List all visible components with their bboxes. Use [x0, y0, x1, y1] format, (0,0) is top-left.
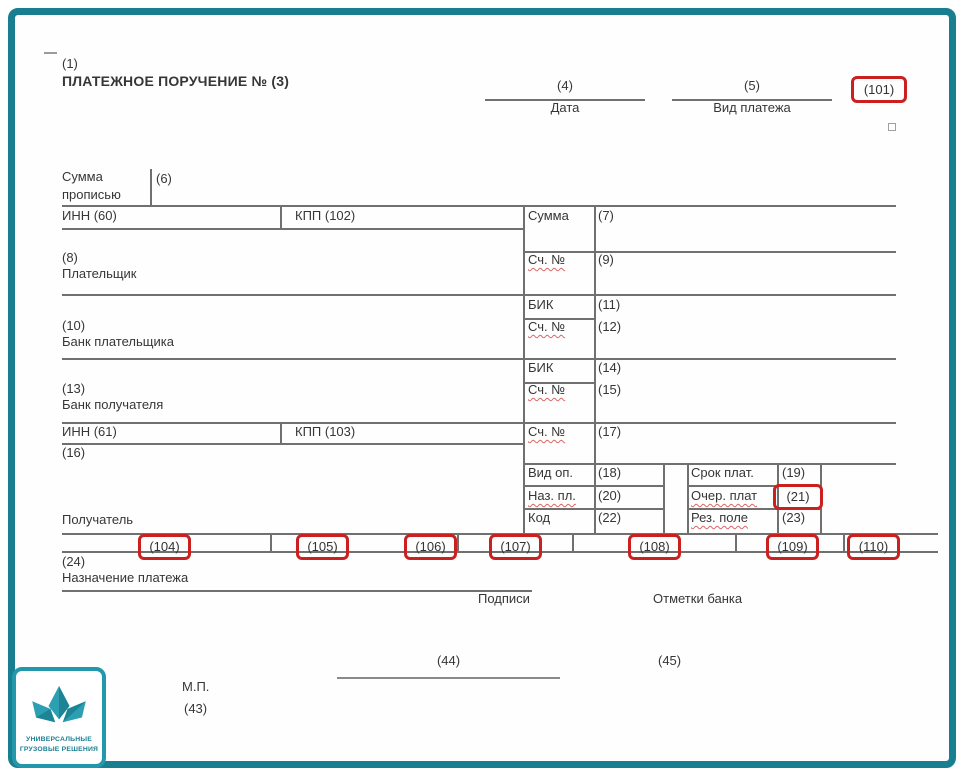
inn-61-label: ИНН (61) [62, 424, 117, 439]
naz-pl-label: Наз. пл. [528, 488, 576, 503]
field-6-number: (6) [156, 171, 172, 186]
form-line [572, 533, 574, 551]
field-110-highlight: (110) [847, 534, 900, 560]
field-15-number: (15) [598, 382, 622, 397]
date-label: Дата [550, 100, 580, 115]
vid-op-label: Вид оп. [528, 465, 574, 480]
form-line [62, 205, 896, 207]
account-label: Сч. № [528, 424, 566, 439]
field-22-number: (22) [598, 510, 622, 525]
field-101-highlight: (101) [851, 76, 907, 103]
account-label: Сч. № [528, 382, 566, 397]
payment-type-field-number: (5) [744, 78, 760, 93]
kod-label: Код [528, 510, 551, 525]
field-105-highlight: (105) [296, 534, 349, 560]
payment-type-label: Вид платежа [713, 100, 791, 115]
signatures-label: Подписи [478, 591, 530, 606]
form-line [687, 463, 689, 533]
logo-text-line1: УНИВЕРСАЛЬНЫЕ [26, 736, 92, 743]
payer-bank-label: Банк плательщика [62, 334, 174, 349]
kpp-102-label: КПП (102) [295, 208, 356, 223]
field-14-number: (14) [598, 360, 622, 375]
field-9-number: (9) [598, 252, 614, 267]
field-43-number: (43) [184, 701, 208, 716]
kpp-103-label: КПП (103) [295, 424, 356, 439]
form-title: ПЛАТЕЖНОЕ ПОРУЧЕНИЕ № (3) [62, 73, 290, 89]
field-107-highlight: (107) [489, 534, 542, 560]
bik-label: БИК [528, 297, 554, 312]
srok-plat-label: Срок плат. [691, 465, 754, 480]
field-104-highlight: (104) [138, 534, 191, 560]
field-12-number: (12) [598, 319, 622, 334]
form-line [663, 463, 665, 533]
lotus-crystal-icon [30, 685, 88, 729]
form-line [594, 205, 596, 533]
payee-label: Получатель [62, 512, 134, 527]
field-45-number: (45) [658, 653, 682, 668]
amount-words-label-1: Сумма [62, 169, 103, 184]
form-line [280, 422, 282, 443]
form-line [62, 590, 532, 592]
signature-line [337, 677, 560, 679]
form-line [280, 205, 282, 228]
form-line [270, 533, 272, 551]
form-line [62, 443, 523, 445]
field-24-number: (24) [62, 554, 86, 569]
amount-words-divider [150, 169, 152, 206]
field-18-number: (18) [598, 465, 622, 480]
purpose-label: Назначение платежа [62, 570, 189, 585]
form-line [62, 422, 896, 424]
payee-bank-label: Банк получателя [62, 397, 164, 412]
field-21-highlight: (21) [773, 484, 823, 510]
field-19-number: (19) [782, 465, 806, 480]
field-108-highlight: (108) [628, 534, 681, 560]
inn-60-label: ИНН (60) [62, 208, 117, 223]
form-line [523, 205, 525, 533]
form-line [62, 294, 896, 296]
field-13-number: (13) [62, 381, 86, 396]
company-logo [12, 667, 106, 768]
date-field-number: (4) [557, 78, 573, 93]
form-line [735, 533, 737, 551]
bik-label: БИК [528, 360, 554, 375]
field-23-number: (23) [782, 510, 806, 525]
logo-text-line2: ГРУЗОВЫЕ РЕШЕНИЯ [19, 745, 99, 753]
summa-cell-label: Сумма [528, 208, 569, 223]
payer-label: Плательщик [62, 266, 137, 281]
field-8-number: (8) [62, 250, 78, 265]
field-17-number: (17) [598, 424, 622, 439]
field-11-number: (11) [598, 297, 621, 312]
field-106-highlight: (106) [404, 534, 457, 560]
bank-marks-label: Отметки банка [653, 591, 743, 606]
account-label: Сч. № [528, 319, 566, 334]
field-1-number: (1) [62, 56, 78, 71]
ocher-plat-label: Очер. плат [691, 488, 758, 503]
amount-words-label-2: прописью [62, 187, 121, 202]
corner-tick [44, 52, 57, 54]
stamp-place-label: М.П. [182, 679, 210, 694]
field-44-number: (44) [436, 653, 461, 668]
form-line [62, 228, 523, 230]
field-16-number: (16) [62, 445, 86, 460]
form-line [62, 358, 896, 360]
rez-pole-label: Рез. поле [691, 510, 749, 525]
small-square-mark [888, 123, 896, 131]
account-label: Сч. № [528, 252, 566, 267]
field-20-number: (20) [598, 488, 622, 503]
field-109-highlight: (109) [766, 534, 819, 560]
field-7-number: (7) [598, 208, 614, 223]
form-line [523, 251, 896, 253]
field-10-number: (10) [62, 318, 86, 333]
form-line [843, 533, 845, 551]
form-line [457, 533, 459, 551]
